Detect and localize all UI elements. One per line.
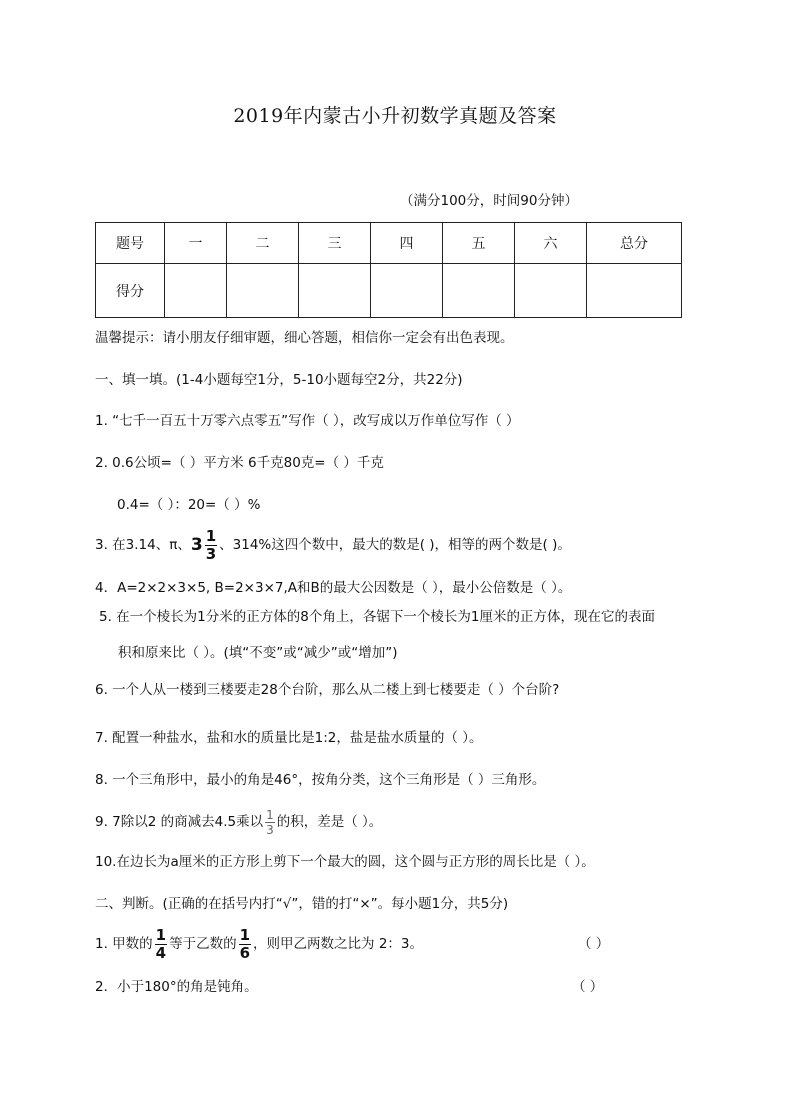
question-1-7: 7. 配置一种盐水，盐和水的质量比是1:2，盐是盐水质量的（ ）。 — [95, 730, 483, 746]
mixed-number-whole: 3 — [190, 535, 203, 555]
fraction-one-fourth — [155, 925, 167, 962]
score-cell — [587, 264, 682, 318]
score-table — [95, 222, 682, 318]
table-header-cell: 总分 — [587, 223, 682, 264]
fraction-one-third — [265, 809, 275, 836]
fraction-numerator: 1 — [205, 526, 217, 545]
q2-1-middle: 等于乙数的 — [169, 936, 237, 952]
table-score-row — [96, 264, 682, 318]
question-2-2: 2．小于180°的角是钝角。 — [95, 979, 258, 995]
section1-heading: 一、填一填。(1-4小题每空1分，5-10小题每空2分，共22分) — [95, 372, 463, 388]
fraction-denominator: 3 — [266, 822, 274, 837]
fraction-denominator: 4 — [155, 943, 167, 962]
score-cell — [165, 264, 227, 318]
fraction-numerator: 1 — [155, 925, 167, 944]
table-header-cell: 题号 — [96, 223, 165, 264]
score-cell — [299, 264, 371, 318]
question-2-1 — [95, 925, 423, 963]
q2-1-suffix: ，则甲乙两数之比为 2：3。 — [253, 936, 424, 952]
answer-paren-2-1: （ ） — [578, 936, 610, 952]
fraction-numerator: 1 — [239, 925, 251, 944]
score-cell — [515, 264, 587, 318]
table-header-row — [96, 223, 682, 264]
score-cell — [443, 264, 515, 318]
fraction-numerator: 1 — [266, 807, 274, 822]
exam-info: （满分100分，时间90分钟） — [400, 193, 578, 209]
question-1-5-line2: 积和原来比（ ）。(填“不变”或“减少”或“增加”) — [118, 645, 398, 661]
table-header-cell: 四 — [371, 223, 443, 264]
question-1-6: 6. 一个人从一楼到三楼要走28个台阶，那么从二楼上到七楼要走（ ）个台阶? — [95, 682, 560, 698]
fraction-one-third — [205, 526, 217, 563]
question-1-1: 1. “七千一百五十万零六点零五”写作（ ），改写成以万作单位写作（ ） — [95, 413, 520, 429]
question-1-9 — [95, 804, 382, 840]
page-title: 2019年内蒙古小升初数学真题及答案 — [233, 105, 557, 127]
answer-paren-2-2: （ ） — [572, 979, 604, 995]
score-row-label: 得分 — [96, 264, 165, 318]
q9-suffix: 的积，差是（ ）。 — [276, 814, 383, 830]
q2-1-prefix: 1. 甲数的 — [95, 936, 153, 952]
q9-prefix: 9. 7除以2 的商减去4.5乘以 — [95, 814, 264, 830]
table-header-cell: 五 — [443, 223, 515, 264]
table-header-cell: 六 — [515, 223, 587, 264]
question-1-3 — [95, 527, 571, 563]
score-cell — [227, 264, 299, 318]
score-cell — [371, 264, 443, 318]
question-1-4: 4．A=2×2×3×5, B=2×3×7,A和B的最大公因数是（ ），最小公倍数是（ ）。 — [95, 580, 572, 596]
q3-prefix: 3. 在3.14、π、 — [95, 537, 191, 553]
table-header-cell: 三 — [299, 223, 371, 264]
table-header-cell: 二 — [227, 223, 299, 264]
question-1-8: 8. 一个三角形中，最小的角是46°，按角分类，这个三角形是（ ）三角形。 — [95, 772, 546, 788]
fraction-one-sixth — [239, 925, 251, 962]
question-1-5-line1: 5. 在一个棱长为1分米的正方体的8个角上，各锯下一个棱长为1厘米的正方体，现在它的表面 — [99, 609, 655, 625]
section2-heading: 二、判断。(正确的在括号内打“√”，错的打“×”。每小题1分，共5分) — [95, 896, 509, 912]
tip-text: 温馨提示：请小朋友仔细审题，细心答题，相信你一定会有出色表现。 — [95, 330, 514, 346]
table-header-cell: 一 — [165, 223, 227, 264]
fraction-denominator: 6 — [239, 943, 251, 962]
question-1-10: 10.在边长为a厘米的正方形上剪下一个最大的圆，这个圆与正方形的周长比是（ ）。 — [95, 854, 595, 870]
question-1-2-line2: 0.4=（ ）：20=（ ）% — [117, 497, 261, 513]
fraction-denominator: 3 — [205, 544, 217, 563]
question-1-2-line1: 2. 0.6公顷=（ ）平方米 6千克80克=（ ）千克 — [95, 455, 384, 471]
q3-suffix: 、314%这四个数中，最大的数是( )，相等的两个数是( )。 — [219, 537, 571, 553]
